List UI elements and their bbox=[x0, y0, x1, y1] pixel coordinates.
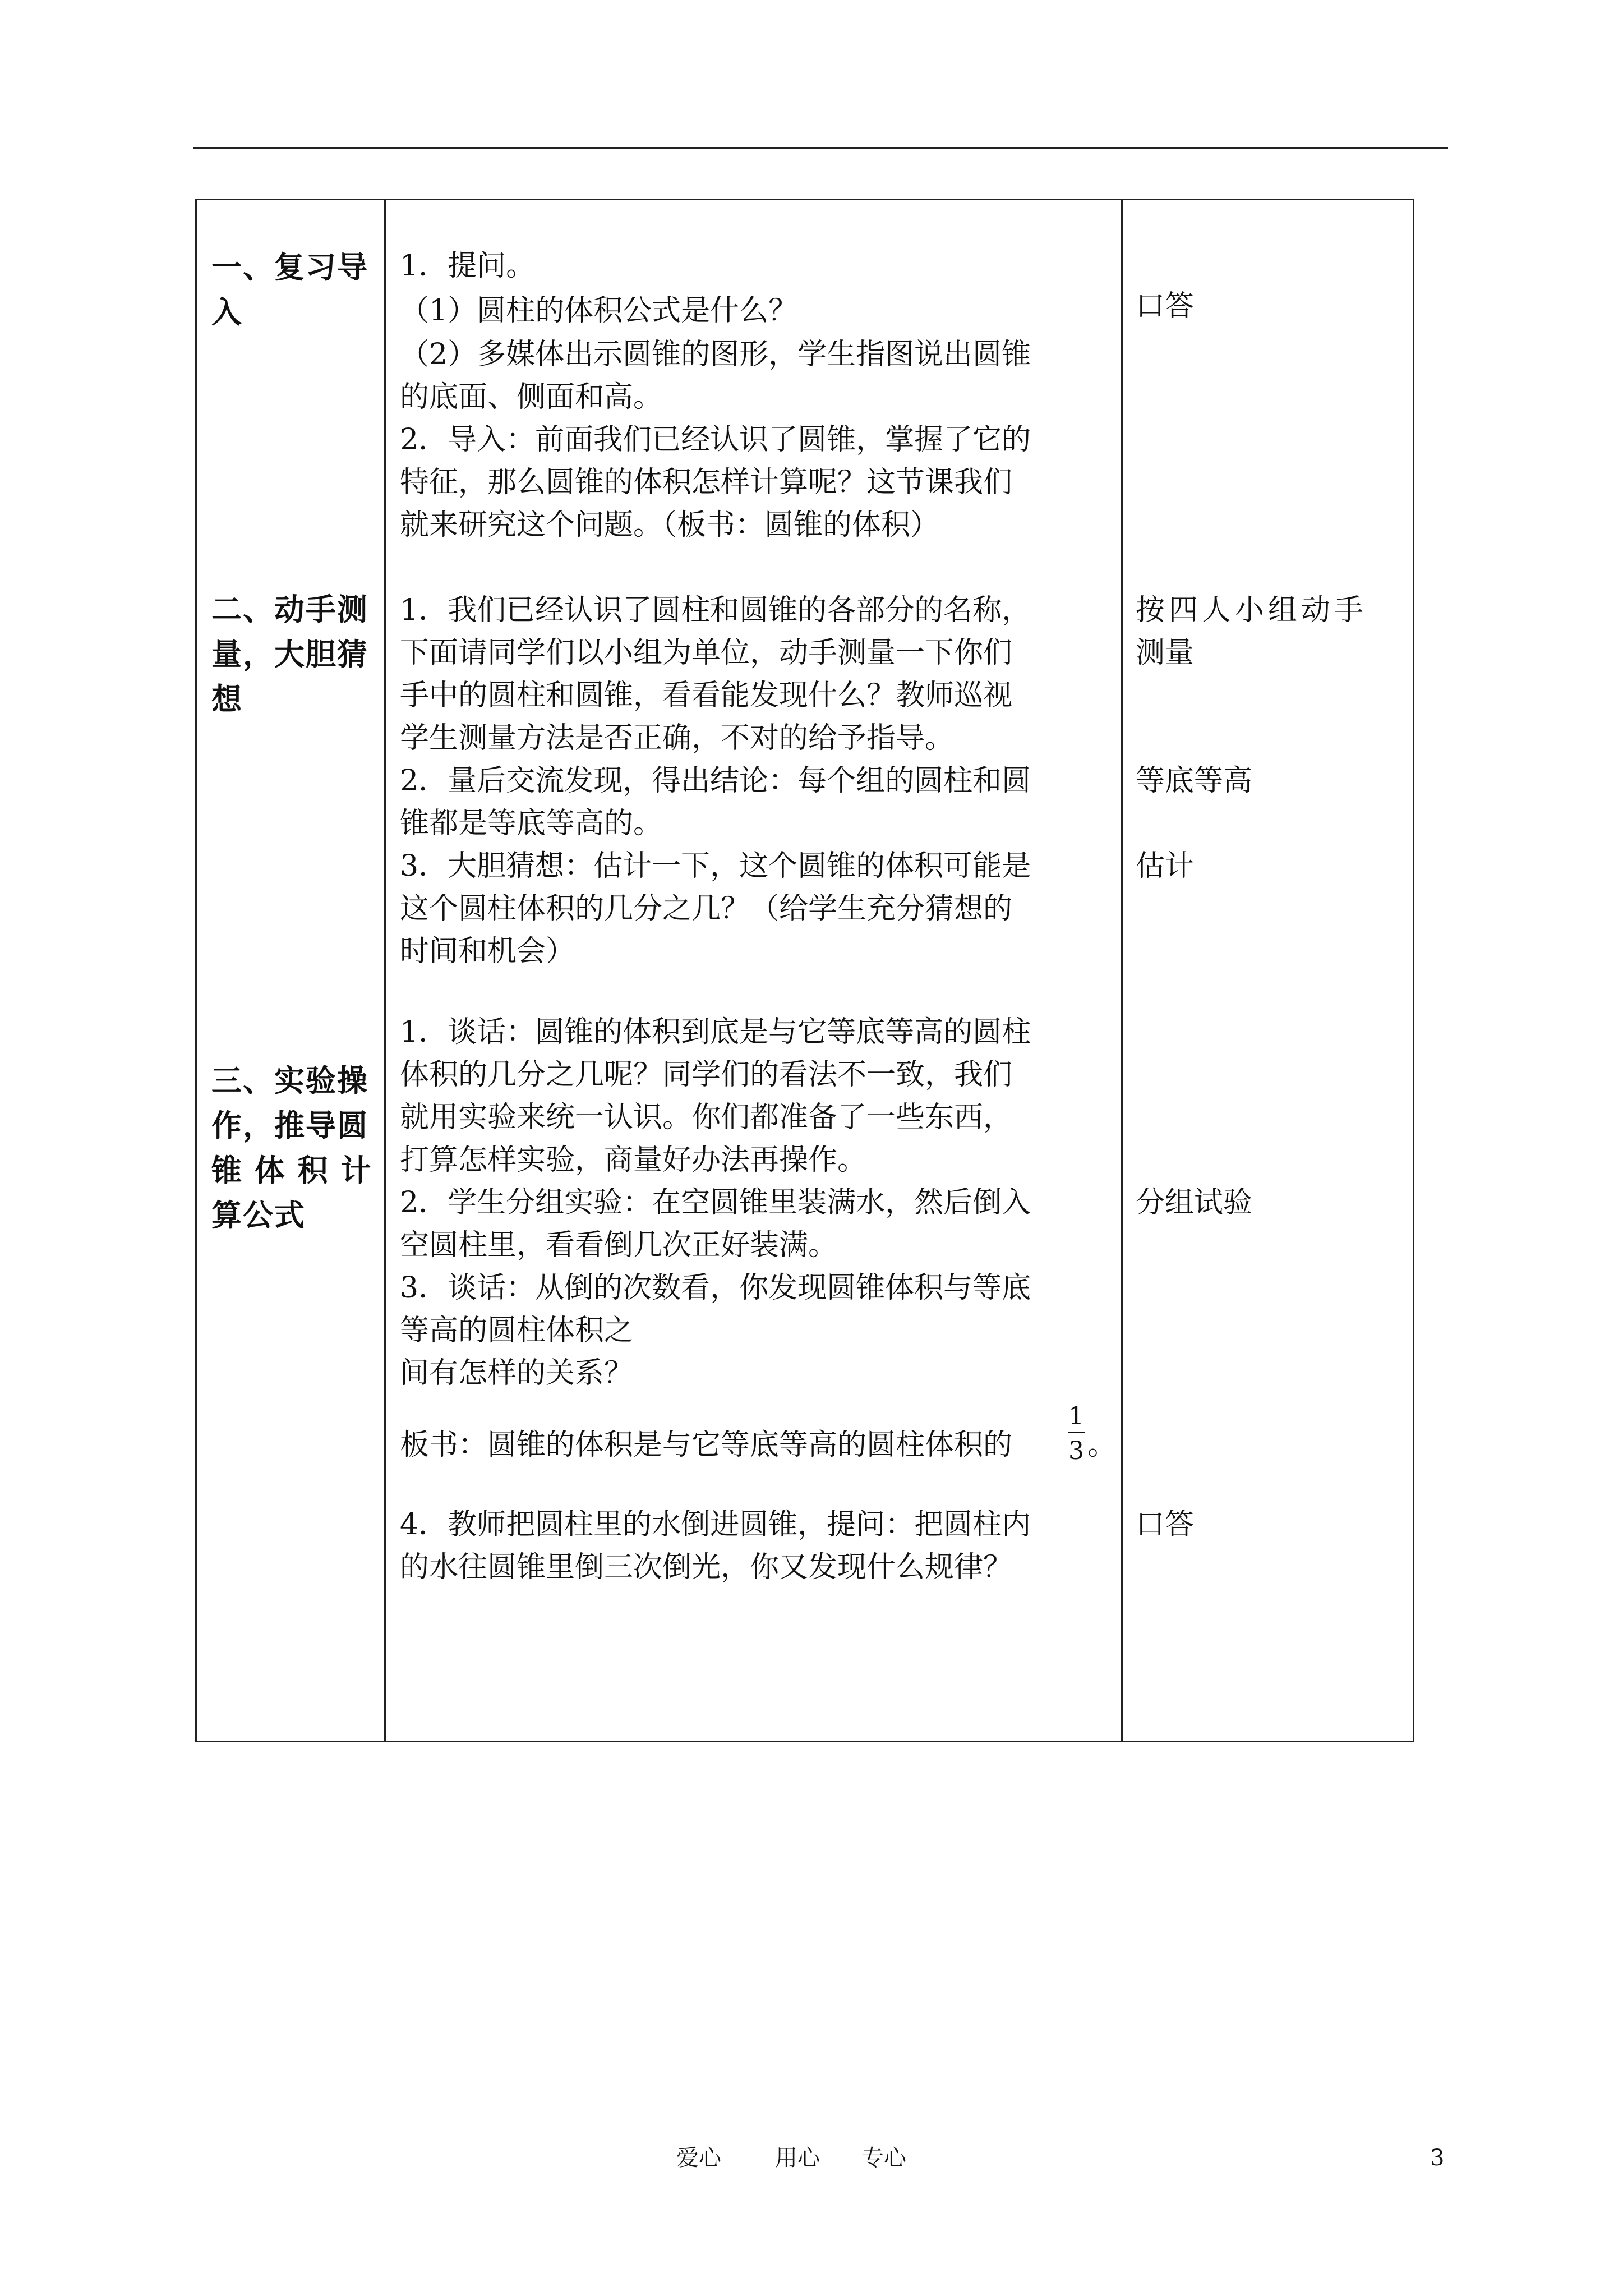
section-note: 按四人小组动手 bbox=[1136, 593, 1368, 627]
section-text-line: 的水往圆锥里倒三次倒光，你又发现什么规律？ bbox=[400, 1550, 1013, 1584]
footer-motto-word: 用心 bbox=[775, 2145, 820, 2171]
section-text-line: 2．导入：前面我们已经认识了圆锥，掌握了它的 bbox=[400, 423, 1031, 457]
section-heading-line: 想 bbox=[211, 682, 243, 717]
section-text-line: 1．谈话：圆锥的体积到底是与它等底等高的圆柱 bbox=[400, 1015, 1031, 1049]
section-heading-line: 一、复习导 bbox=[211, 250, 368, 285]
section-note: 分组试验 bbox=[1136, 1186, 1253, 1220]
section-heading-line: 二、动手测 bbox=[211, 592, 368, 627]
section-note: 估计 bbox=[1136, 849, 1195, 883]
fraction-numerator: 1 bbox=[1068, 1402, 1084, 1430]
section-text-line: 等高的圆柱体积之 bbox=[400, 1314, 634, 1347]
section-text-line: 手中的圆柱和圆锥，看看能发现什么？教师巡视 bbox=[400, 679, 1013, 712]
section-text-line: 特征，那么圆锥的体积怎样计算呢？这节课我们 bbox=[400, 466, 1013, 499]
section-text-line: 空圆柱里，看看倒几次正好装满。 bbox=[400, 1228, 838, 1262]
section-text-line: 学生测量方法是否正确，不对的给予指导。 bbox=[400, 721, 955, 755]
section-text-line: 锥都是等底等高的。 bbox=[400, 807, 663, 840]
section-heading-line: 量，大胆猜 bbox=[211, 637, 368, 672]
section-text-line: 打算怎样实验，商量好办法再操作。 bbox=[400, 1143, 867, 1177]
column-divider-1 bbox=[384, 200, 386, 1741]
section-text-line: 这个圆柱体积的几分之几？（给学生充分猜想的 bbox=[400, 892, 1013, 926]
section-heading-line: 作，推导圆 bbox=[211, 1108, 368, 1143]
section-note: 等底等高 bbox=[1136, 764, 1253, 798]
blackboard-line-end: 。 bbox=[1087, 1428, 1117, 1462]
section-note: 测量 bbox=[1136, 636, 1195, 670]
section-heading-line: 锥 体 积 计 bbox=[211, 1153, 372, 1188]
section-note: 口答 bbox=[1136, 1508, 1195, 1542]
section-text-line: 体积的几分之几呢？同学们的看法不一致，我们 bbox=[400, 1058, 1013, 1092]
section-text-line: 3．谈话：从倒的次数看，你发现圆锥体积与等底 bbox=[400, 1271, 1031, 1305]
section-heading-line: 算公式 bbox=[211, 1198, 306, 1233]
footer-motto-word: 专心 bbox=[861, 2145, 906, 2171]
section-text-line: 就来研究这个问题。（板书：圆锥的体积） bbox=[400, 508, 940, 542]
section-text-line: 的底面、侧面和高。 bbox=[400, 380, 663, 414]
section-text-line: （2）多媒体出示圆锥的图形，学生指图说出圆锥 bbox=[400, 338, 1031, 371]
fraction-denominator: 3 bbox=[1068, 1437, 1084, 1465]
header-rule bbox=[193, 147, 1448, 149]
section-text-line: 下面请同学们以小组为单位，动手测量一下你们 bbox=[400, 636, 1013, 670]
section-text-line: 1．我们已经认识了圆柱和圆锥的各部分的名称， bbox=[400, 593, 1031, 627]
section-text-line: 时间和机会） bbox=[400, 935, 575, 968]
section-text-line: （1）圆柱的体积公式是什么？ bbox=[400, 294, 798, 328]
section-text-line: 3．大胆猜想：估计一下，这个圆锥的体积可能是 bbox=[400, 849, 1031, 883]
lesson-table bbox=[195, 199, 1414, 1742]
footer-motto-word: 爱心 bbox=[676, 2145, 721, 2171]
section-text-line: 2．学生分组实验：在空圆锥里装满水，然后倒入 bbox=[400, 1186, 1031, 1220]
section-heading-line: 三、实验操 bbox=[211, 1063, 368, 1098]
column-divider-2 bbox=[1121, 200, 1123, 1741]
fraction-bar bbox=[1068, 1432, 1085, 1433]
blackboard-line: 板书：圆锥的体积是与它等底等高的圆柱体积的 bbox=[400, 1428, 1013, 1462]
section-heading-line: 入 bbox=[211, 295, 243, 330]
section-text-line: 1．提问。 bbox=[400, 249, 536, 283]
section-note: 口答 bbox=[1136, 289, 1195, 323]
page-number: 3 bbox=[1430, 2145, 1445, 2171]
section-text-line: 2．量后交流发现，得出结论：每个组的圆柱和圆 bbox=[400, 764, 1031, 798]
section-text-line: 4．教师把圆柱里的水倒进圆锥，提问：把圆柱内 bbox=[400, 1508, 1031, 1542]
section-text-line: 就用实验来统一认识。你们都准备了一些东西， bbox=[400, 1101, 1013, 1134]
section-text-line: 间有怎样的关系？ bbox=[400, 1356, 634, 1390]
